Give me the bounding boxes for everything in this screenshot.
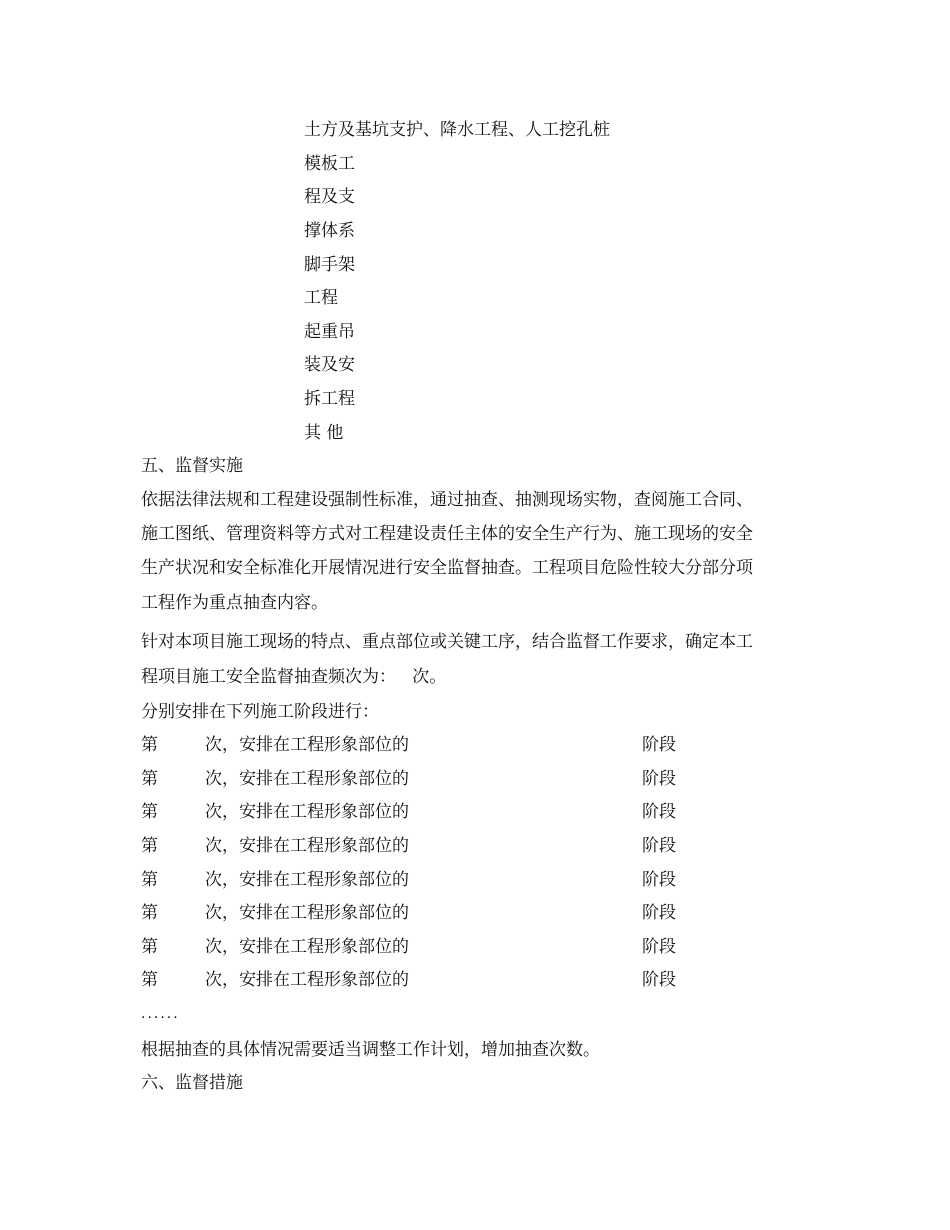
schedule-row-ordinal: 第 [141,735,158,755]
schedule-row-stage: 阶段 [642,970,676,990]
schedule-row-stage: 阶段 [642,836,676,856]
hazard-item: 程及支 [304,187,355,207]
schedule-row-text: 次，安排在工程形象部位的 [205,802,409,822]
schedule-row-text: 次，安排在工程形象部位的 [205,769,409,789]
schedule-row-ordinal: 第 [141,870,158,890]
paragraph-line: 依据法律法规和工程建设强制性标准，通过抽查、抽测现场实物，查阅施工合同、 [141,490,753,510]
hazard-item-earthwork: 土方及基坑支护、降水工程、人工挖孔桩 [304,120,610,140]
schedule-row-ordinal: 第 [141,769,158,789]
schedule-row-ordinal: 第 [141,970,158,990]
paragraph-line: 工程作为重点抽查内容。 [141,593,328,613]
schedule-row-ordinal: 第 [141,836,158,856]
schedule-row-text: 次，安排在工程形象部位的 [205,903,409,923]
schedule-row-text: 次，安排在工程形象部位的 [205,870,409,890]
paragraph-line-stages-intro: 分别安排在下列施工阶段进行： [141,702,379,722]
schedule-row-ordinal: 第 [141,937,158,957]
schedule-row-text: 次，安排在工程形象部位的 [205,937,409,957]
schedule-row-stage: 阶段 [642,870,676,890]
paragraph-line-frequency: 程项目施工安全监督抽查频次为： 次。 [141,667,447,687]
hazard-item: 装及安 [304,355,355,375]
hazard-item: 起重吊 [304,322,355,342]
schedule-row-ordinal: 第 [141,903,158,923]
section-heading-supervision-implementation: 五、监督实施 [141,456,243,476]
schedule-row-stage: 阶段 [642,769,676,789]
paragraph-line: 针对本项目施工现场的特点、重点部位或关键工序，结合监督工作要求，确定本工 [141,632,753,652]
schedule-row-text: 次，安排在工程形象部位的 [205,735,409,755]
schedule-row-stage: 阶段 [642,937,676,957]
schedule-row-text: 次，安排在工程形象部位的 [205,970,409,990]
schedule-row-ordinal: 第 [141,802,158,822]
paragraph-line: 生产状况和安全标准化开展情况进行安全监督抽查。工程项目危险性较大分部分项 [141,558,753,578]
hazard-item: 撑体系 [304,221,355,241]
schedule-row-text: 次，安排在工程形象部位的 [205,836,409,856]
hazard-item: 脚手架 [304,255,355,275]
paragraph-line-adjustment-note: 根据抽查的具体情况需要适当调整工作计划，增加抽查次数。 [141,1040,600,1060]
schedule-row-stage: 阶段 [642,903,676,923]
hazard-item: 工程 [304,288,338,308]
hazard-item: 模板工 [304,154,355,174]
ellipsis: ...... [141,1006,180,1022]
paragraph-line: 施工图纸、管理资料等方式对工程建设责任主体的安全生产行为、施工现场的安全 [141,524,753,544]
hazard-item: 拆工程 [304,389,355,409]
schedule-row-stage: 阶段 [642,735,676,755]
hazard-item-other: 其 他 [304,423,344,443]
schedule-row-stage: 阶段 [642,802,676,822]
section-heading-supervision-measures: 六、监督措施 [141,1073,243,1093]
